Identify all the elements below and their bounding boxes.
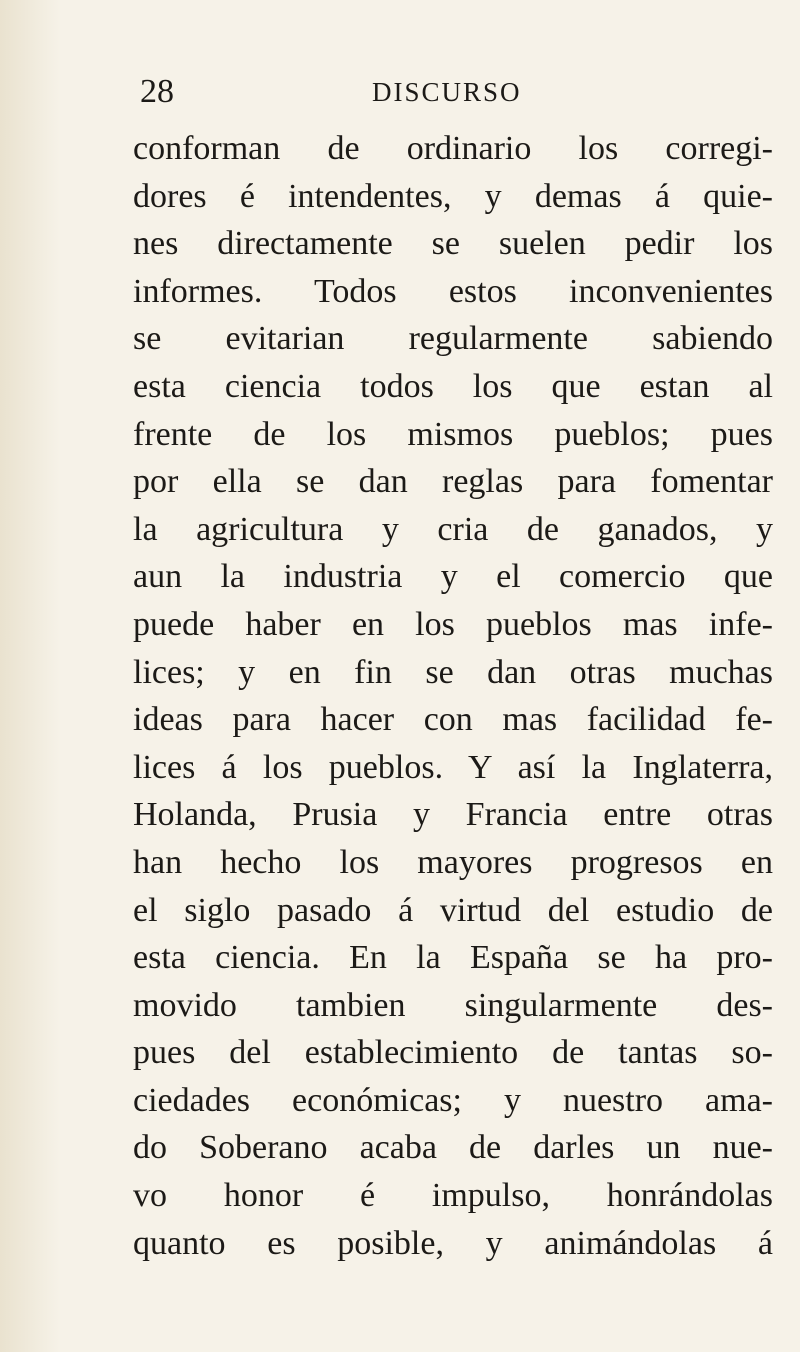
text-line: la agricultura y cria de ganados, y — [133, 510, 773, 548]
text-line: ciedades económicas; y nuestro ama- — [133, 1081, 773, 1119]
text-line: dores é intendentes, y demas á quie- — [133, 177, 773, 215]
text-line: Holanda, Prusia y Francia entre otras — [133, 796, 773, 834]
text-line: aun la industria y el comercio que — [133, 558, 773, 596]
page-number: 28 — [140, 73, 174, 110]
text-line: puede haber en los pueblos mas infe- — [133, 605, 773, 643]
text-line: quanto es posible, y animándolas á — [133, 1224, 773, 1262]
text-line: nes directamente se suelen pedir los — [133, 225, 773, 263]
text-line: esta ciencia todos los que estan al — [133, 367, 773, 405]
text-line: vo honor é impulso, honrándolas — [133, 1177, 773, 1215]
text-line: lices á los pueblos. Y así la Inglaterra, — [133, 748, 773, 786]
text-line: conforman de ordinario los corregi- — [133, 130, 773, 167]
page-header — [0, 72, 800, 112]
running-head: DISCURSO — [372, 77, 522, 107]
text-line: por ella se dan reglas para fomentar — [133, 463, 773, 501]
body-text — [133, 125, 773, 1267]
text-line: ideas para hacer con mas facilidad fe- — [133, 701, 773, 739]
text-line: han hecho los mayores progresos en — [133, 843, 773, 881]
text-line: esta ciencia. En la España se ha pro- — [133, 939, 773, 977]
text-line: frente de los mismos pueblos; pues — [133, 415, 773, 453]
text-line: se evitarian regularmente sabiendo — [133, 320, 773, 358]
text-line: movido tambien singularmente des- — [133, 986, 773, 1024]
text-line: informes. Todos estos inconvenientes — [133, 272, 773, 310]
text-line: do Soberano acaba de darles un nue- — [133, 1129, 773, 1167]
text-line: lices; y en fin se dan otras muchas — [133, 653, 773, 691]
text-line: pues del establecimiento de tantas so- — [133, 1034, 773, 1072]
text-line: el siglo pasado á virtud del estudio de — [133, 891, 773, 929]
